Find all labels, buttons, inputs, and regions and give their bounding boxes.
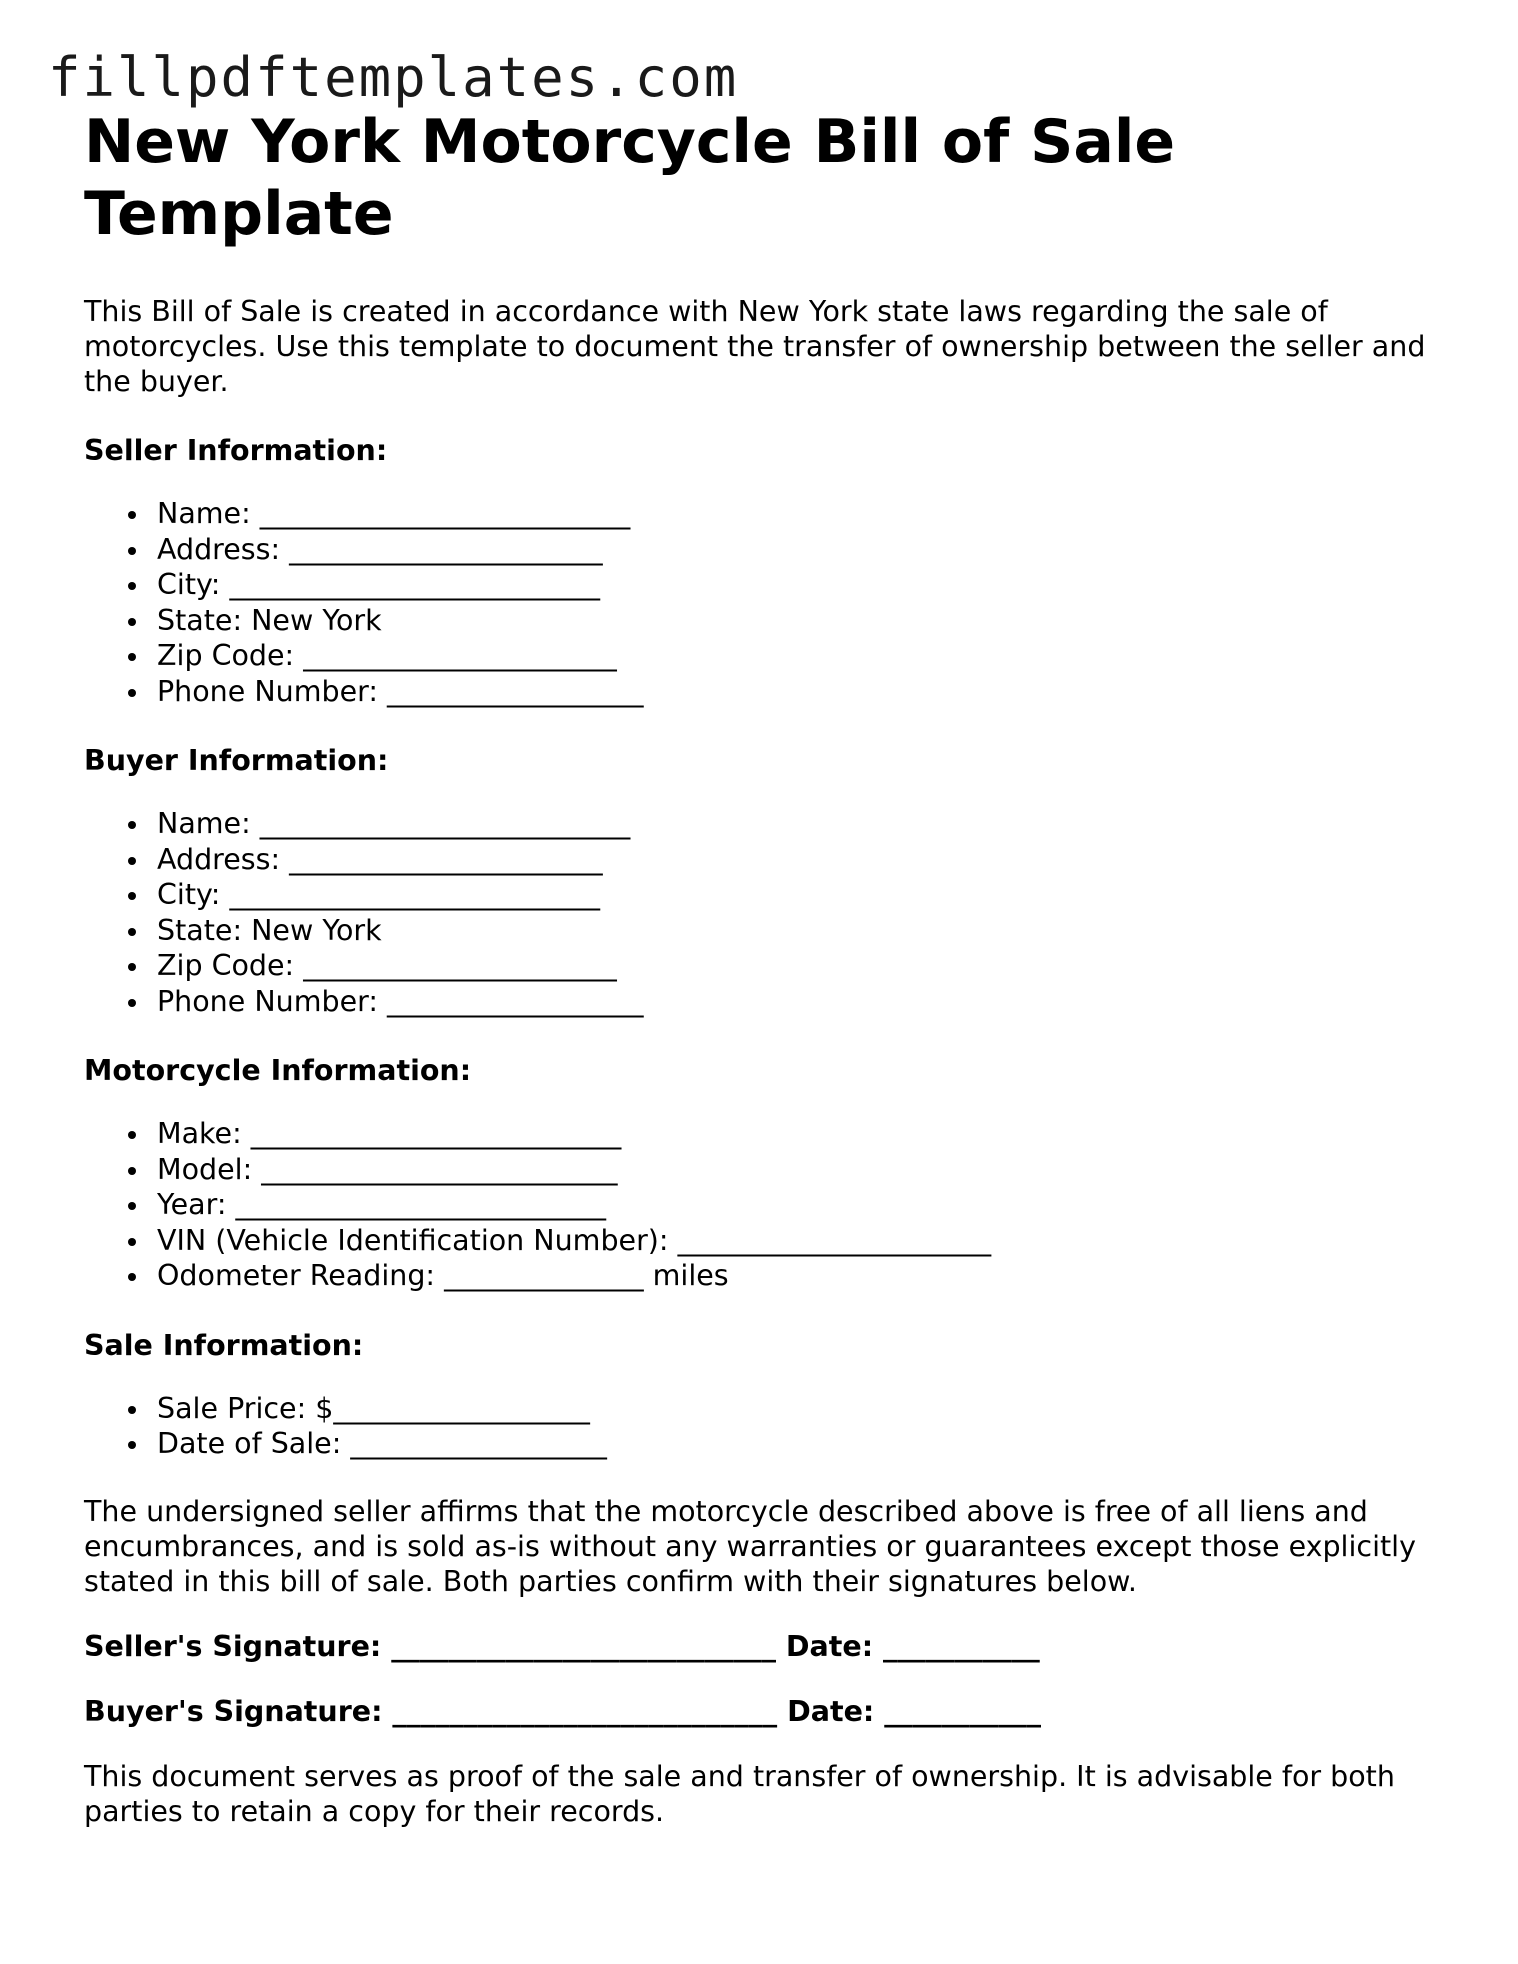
seller-address-field: Address: ______________________ xyxy=(157,532,1444,568)
sale-price-field: Sale Price: $__________________ xyxy=(157,1391,1444,1427)
motorcycle-model-field: Model: _________________________ xyxy=(157,1152,1444,1188)
seller-section-heading: Seller Information: xyxy=(84,434,388,467)
motorcycle-odometer-field: Odometer Reading: ______________ miles xyxy=(157,1258,1444,1294)
buyer-fields-list xyxy=(84,806,1444,1019)
motorcycle-section-heading: Motorcycle Information: xyxy=(84,1054,472,1087)
buyer-phone-field: Phone Number: __________________ xyxy=(157,984,1444,1020)
buyer-section-heading: Buyer Information: xyxy=(84,744,389,777)
motorcycle-make-field: Make: __________________________ xyxy=(157,1116,1444,1152)
buyer-zip-field: Zip Code: ______________________ xyxy=(157,948,1444,984)
affirmation-paragraph: The undersigned seller affirms that the motorcycle described above is free of all liens and encumbrances, and is sold as-is without any warranties or guarantees except those explicitly stated in this bill of sale. Both parties confirm with their signatures below. xyxy=(84,1494,1416,1598)
intro-paragraph: This Bill of Sale is created in accordance with New York state laws regarding the sale of motorcycles. Use this template to document the transfer of ownership between the seller and the buyer. xyxy=(84,295,1426,398)
document-title: New York Motorcycle Bill of Sale Template xyxy=(84,107,1176,249)
seller-name-field: Name: __________________________ xyxy=(157,496,1444,532)
buyer-state-field: State: New York xyxy=(157,913,1444,949)
seller-fields-list xyxy=(84,496,1444,709)
sale-section-heading: Sale Information: xyxy=(84,1328,364,1362)
seller-zip-field: Zip Code: ______________________ xyxy=(157,638,1444,674)
buyer-address-field: Address: ______________________ xyxy=(157,842,1444,878)
closing-paragraph: This document serves as proof of the sale and transfer of ownership. It is advisable for both parties to retain a copy for their records. xyxy=(84,1759,1395,1828)
sale-date-field: Date of Sale: __________________ xyxy=(157,1426,1444,1462)
seller-city-field: City: __________________________ xyxy=(157,567,1444,603)
seller-signature-line: Seller's Signature: ___________________________ Date: ___________ xyxy=(84,1629,1040,1663)
buyer-signature-line: Buyer's Signature: ___________________________ Date: ___________ xyxy=(84,1694,1042,1728)
seller-phone-field: Phone Number: __________________ xyxy=(157,674,1444,710)
watermark: fillpdftemplates.com xyxy=(48,46,739,109)
sale-fields-list xyxy=(84,1391,1444,1462)
seller-state-field: State: New York xyxy=(157,603,1444,639)
document-page xyxy=(84,106,1444,1829)
motorcycle-fields-list xyxy=(84,1116,1444,1294)
buyer-city-field: City: __________________________ xyxy=(157,877,1444,913)
buyer-name-field: Name: __________________________ xyxy=(157,806,1444,842)
motorcycle-vin-field: VIN (Vehicle Identification Number): ______________________ xyxy=(157,1223,1444,1259)
motorcycle-year-field: Year: __________________________ xyxy=(157,1187,1444,1223)
